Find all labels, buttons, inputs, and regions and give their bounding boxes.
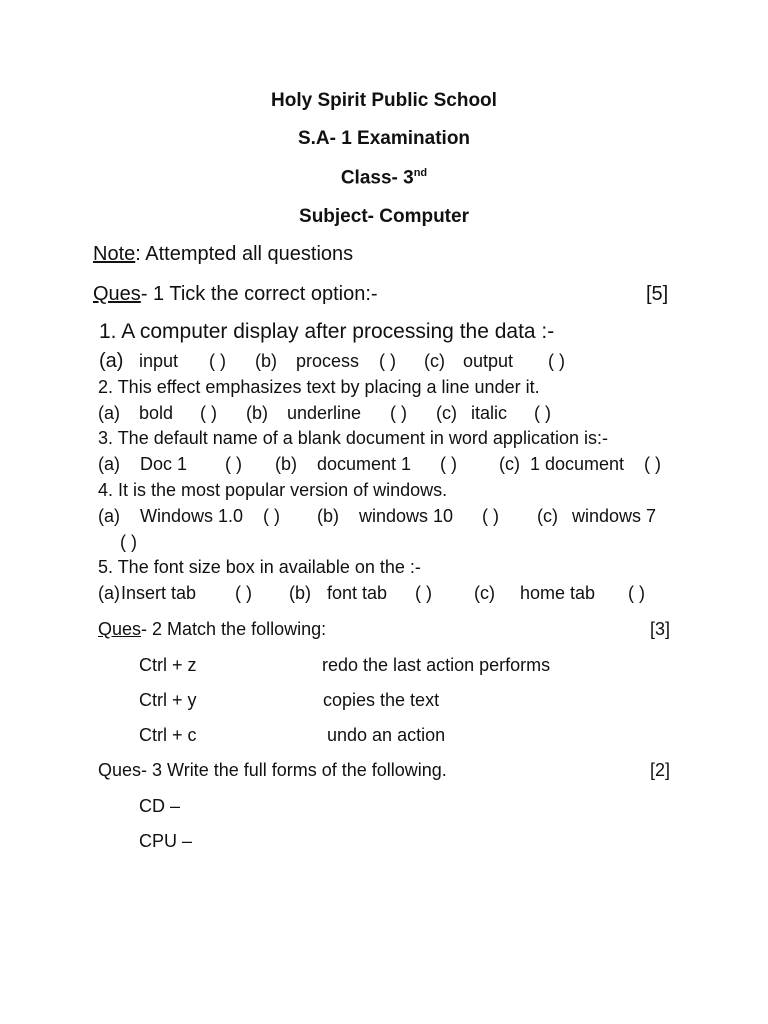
q3-marks: [2] bbox=[650, 760, 671, 780]
q1-item-1-question: 1. A computer display after processing the data :- bbox=[99, 320, 555, 343]
option-text: input bbox=[139, 351, 179, 371]
tick-box[interactable]: ( ) bbox=[235, 583, 252, 603]
tick-box[interactable]: ( ) bbox=[415, 583, 432, 603]
match-right: copies the text bbox=[323, 690, 440, 710]
option-label: (b) bbox=[317, 506, 339, 526]
tick-box[interactable]: ( ) bbox=[263, 506, 280, 526]
option-text: font tab bbox=[327, 583, 388, 603]
exam-title: S.A- 1 Examination bbox=[297, 128, 471, 149]
q1-item-3-options bbox=[0, 454, 768, 478]
option-label: (a) bbox=[99, 350, 124, 372]
option-text: home tab bbox=[520, 583, 596, 603]
option-label: (b) bbox=[275, 454, 297, 474]
tick-box[interactable]: ( ) bbox=[209, 351, 226, 371]
tick-box[interactable]: ( ) bbox=[440, 454, 457, 474]
subject-title: Subject- Computer bbox=[299, 206, 469, 227]
q2-label: Ques bbox=[98, 619, 142, 639]
option-text: italic bbox=[471, 403, 508, 423]
option-text: document 1 bbox=[317, 454, 412, 474]
option-label: (a) bbox=[98, 506, 120, 526]
tick-box[interactable]: ( ) bbox=[548, 351, 565, 371]
option-text: underline bbox=[287, 403, 362, 423]
tick-box[interactable]: ( ) bbox=[390, 403, 407, 423]
q1-item-2-question: 2. This effect emphasizes text by placing a line under it. bbox=[98, 377, 540, 397]
q1-marks: [5] bbox=[646, 283, 669, 305]
full-form-item: CPU – bbox=[139, 831, 193, 851]
q1-item-1-options bbox=[0, 351, 768, 375]
option-label: (a) bbox=[98, 454, 120, 474]
match-right: undo an action bbox=[327, 725, 446, 745]
option-label: (b) bbox=[255, 351, 277, 371]
option-text: windows 10 bbox=[359, 506, 454, 526]
match-right: redo the last action performs bbox=[322, 655, 551, 675]
class-title bbox=[0, 167, 768, 189]
option-text: Windows 1.0 bbox=[140, 506, 244, 526]
option-label: (a) bbox=[98, 583, 120, 603]
q1-item-4-options bbox=[0, 506, 768, 530]
option-text: 1 document bbox=[530, 454, 625, 474]
note-text: : Attempted all questions bbox=[135, 243, 354, 265]
match-left: Ctrl + z bbox=[139, 655, 197, 675]
q1-item-3-question: 3. The default name of a blank document in word application is:- bbox=[98, 428, 608, 448]
option-text: output bbox=[463, 351, 514, 371]
tick-box[interactable]: ( ) bbox=[225, 454, 242, 474]
option-label: (c) bbox=[474, 583, 495, 603]
tick-box[interactable]: ( ) bbox=[482, 506, 499, 526]
q2-marks: [3] bbox=[650, 619, 671, 639]
q1-item-2-options bbox=[0, 403, 768, 427]
match-left: Ctrl + y bbox=[139, 690, 197, 710]
q1-item-4-question: 4. It is the most popular version of windows. bbox=[98, 480, 448, 500]
match-left: Ctrl + c bbox=[139, 725, 197, 745]
school-name: Holy Spirit Public School bbox=[271, 90, 497, 111]
tick-box[interactable]: ( ) bbox=[379, 351, 396, 371]
q1-label: Ques bbox=[93, 283, 141, 305]
option-text: bold bbox=[139, 403, 174, 423]
option-label: (a) bbox=[98, 403, 120, 423]
option-label: (c) bbox=[499, 454, 520, 474]
tick-box[interactable]: ( ) bbox=[644, 454, 661, 474]
class-text: Class- 3 bbox=[340, 167, 414, 189]
q1-item-5-options bbox=[0, 583, 768, 607]
class-superscript: nd bbox=[413, 167, 428, 179]
q1-item-5-question: 5. The font size box in available on the :- bbox=[98, 557, 421, 577]
option-label: (c) bbox=[424, 351, 445, 371]
tick-box[interactable]: ( ) bbox=[120, 532, 137, 552]
q3-heading: Ques- 3 Write the full forms of the following. bbox=[98, 760, 447, 780]
option-text: process bbox=[296, 351, 360, 371]
note-line bbox=[93, 243, 353, 266]
q2-text: - 2 Match the following: bbox=[141, 619, 327, 639]
full-form-item: CD – bbox=[139, 796, 181, 816]
option-text: Insert tab bbox=[121, 583, 197, 603]
tick-box[interactable]: ( ) bbox=[534, 403, 551, 423]
q2-heading bbox=[98, 619, 326, 640]
option-label: (c) bbox=[537, 506, 558, 526]
option-text: Doc 1 bbox=[140, 454, 188, 474]
option-label: (b) bbox=[289, 583, 311, 603]
q1-heading bbox=[93, 283, 378, 306]
note-label: Note bbox=[93, 243, 136, 265]
option-text: windows 7 bbox=[572, 506, 657, 526]
option-label: (c) bbox=[436, 403, 457, 423]
tick-box[interactable]: ( ) bbox=[200, 403, 217, 423]
option-label: (b) bbox=[246, 403, 268, 423]
tick-box[interactable]: ( ) bbox=[628, 583, 645, 603]
q1-text: - 1 Tick the correct option:- bbox=[140, 283, 378, 305]
